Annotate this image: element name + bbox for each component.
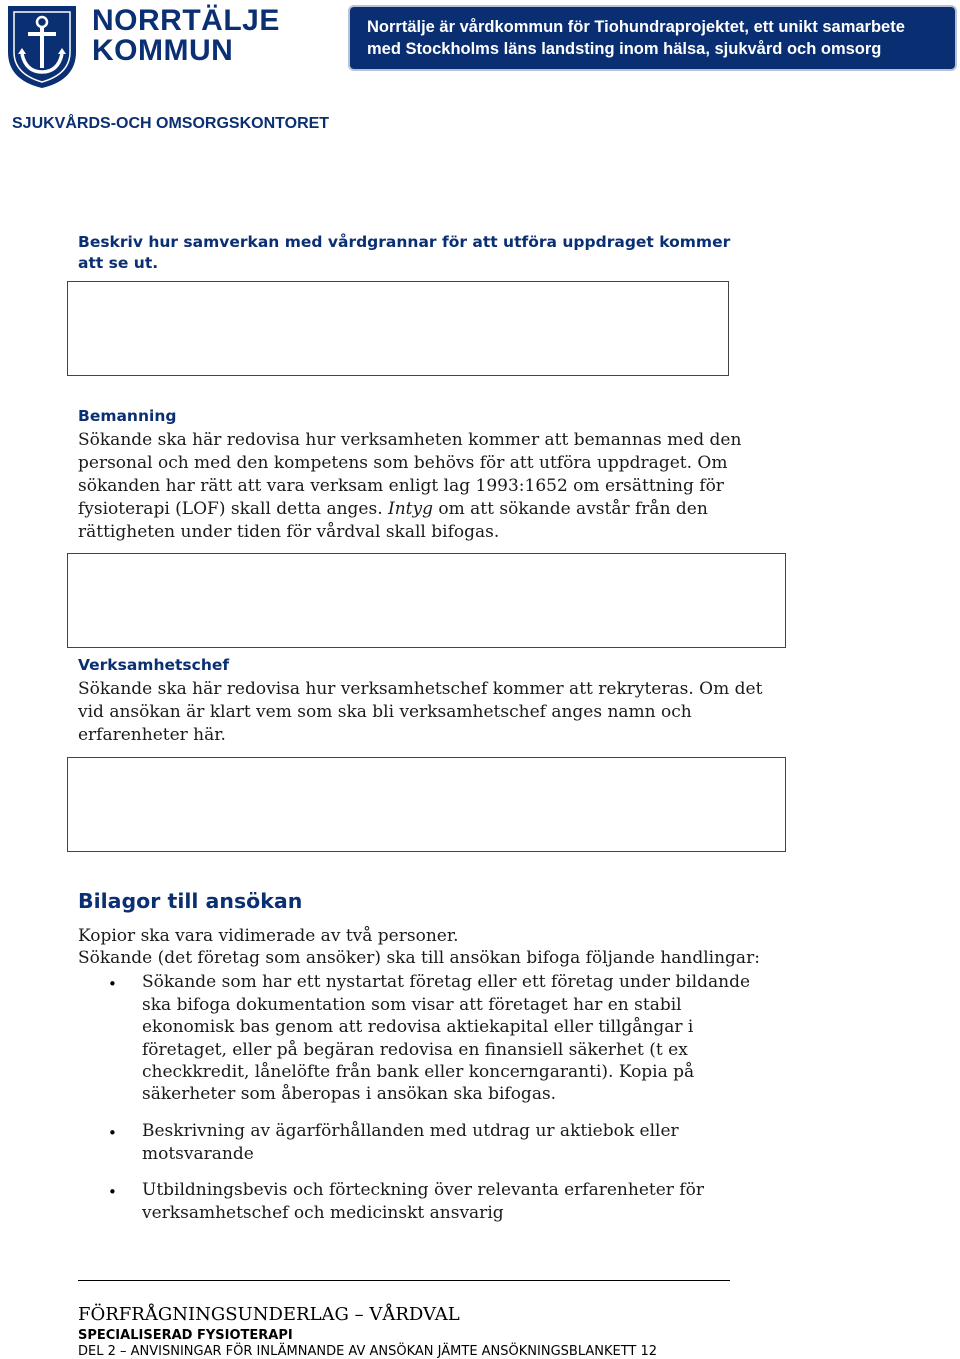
org-name-line1: NORRTÄLJE	[92, 4, 280, 37]
verksamhetschef-line2: vid ansökan är klart vem som ska bli verksamhetschef anges namn och	[78, 702, 692, 722]
bemanning-answer-box[interactable]	[67, 553, 786, 648]
question-line2: att se ut.	[78, 254, 159, 272]
bullet-2-symbol: •	[108, 1124, 117, 1142]
bemanning-line6: rättigheten under tiden för vårdval skall bifogas.	[78, 522, 500, 542]
verksamhetschef-answer-box[interactable]	[67, 757, 786, 852]
bullet-1-line3: ekonomisk bas genom att redovisa aktiekapital eller tillgångar i	[142, 1017, 694, 1037]
bemanning-line2: personal och med den kompetens som behövs för att utföra uppdraget. Om	[78, 453, 728, 473]
bullet-3-line2: verksamhetschef och medicinskt ansvarig	[142, 1203, 504, 1223]
bullet-1-line6: säkerheter som åberopas i ansökan ska bifogas.	[142, 1084, 557, 1104]
verksamhetschef-line3: erfarenheter här.	[78, 725, 226, 745]
collaboration-answer-box[interactable]	[67, 281, 729, 376]
org-name-line2: KOMMUN	[92, 34, 234, 67]
bemanning-line5-rest: om att sökande avstår från den	[433, 499, 708, 519]
footer-title: FÖRFRÅGNINGSUNDERLAG – VÅRDVAL	[78, 1304, 460, 1325]
banner-line1: Norrtälje är vårdkommun för Tiohundraprojektet, ett unikt samarbete	[367, 18, 905, 36]
bilagor-intro1: Kopior ska vara vidimerade av två personer.	[78, 926, 459, 946]
bilagor-intro2: Sökande (det företag som ansöker) ska till ansökan bifoga följande handlingar:	[78, 948, 760, 968]
bullet-2-line2: motsvarande	[142, 1144, 254, 1164]
bullet-1-line2: ska bifoga dokumentation som visar att företaget har en stabil	[142, 995, 682, 1015]
bemanning-title: Bemanning	[78, 407, 177, 425]
footer-subtitle: SPECIALISERAD FYSIOTERAPI	[78, 1328, 293, 1343]
bemanning-line1: Sökande ska här redovisa hur verksamheten kommer att bemannas med den	[78, 430, 742, 450]
footer-rule	[78, 1280, 730, 1281]
organization-name	[92, 6, 342, 66]
bemanning-line4	[78, 499, 708, 519]
bullet-1-line5: checkkredit, lånelöfte från bank eller koncerngaranti). Kopia på	[142, 1062, 695, 1082]
bullet-1-line1: Sökande som har ett nystartat företag eller ett företag under bildande	[142, 972, 751, 992]
bullet-2-line1: Beskrivning av ägarförhållanden med utdrag ur aktiebok eller	[142, 1121, 679, 1141]
verksamhetschef-line1: Sökande ska här redovisa hur verksamhetschef kommer att rekryteras. Om det	[78, 679, 763, 699]
question-text	[78, 232, 730, 274]
bemanning-line3: sökanden har rätt att vara verksam enligt lag 1993:1652 om ersättning för	[78, 476, 724, 496]
verksamhetschef-title: Verksamhetschef	[78, 656, 230, 674]
bemanning-line4-text: fysioterapi (LOF) skall detta anges.	[78, 499, 383, 519]
bullet-3-symbol: •	[108, 1183, 117, 1201]
question-line1: Beskriv hur samverkan med vårdgrannar för att utföra uppdraget kommer	[78, 233, 731, 251]
bullet-1-symbol: •	[108, 975, 117, 993]
office-name: SJUKVÅRDS-OCH OMSORGSKONTORET	[12, 115, 330, 132]
norrtalje-coat-of-arms-logo	[4, 2, 80, 90]
bullet-3-line1: Utbildningsbevis och förteckning över relevanta erfarenheter för	[142, 1180, 704, 1200]
banner-line2: med Stockholms läns landsting inom hälsa, sjukvård och omsorg	[367, 40, 882, 58]
bullet-1-line4: företaget, eller på begäran redovisa en finansiell säkerhet (t ex	[142, 1040, 688, 1060]
header-banner	[348, 5, 957, 71]
bilagor-heading: Bilagor till ansökan	[78, 889, 303, 913]
intyg-word: Intyg	[388, 499, 433, 519]
footer-part-info: DEL 2 – ANVISNINGAR FÖR INLÄMNANDE AV ANSÖKAN JÄMTE ANSÖKNINGSBLANKETT 12	[78, 1344, 658, 1359]
